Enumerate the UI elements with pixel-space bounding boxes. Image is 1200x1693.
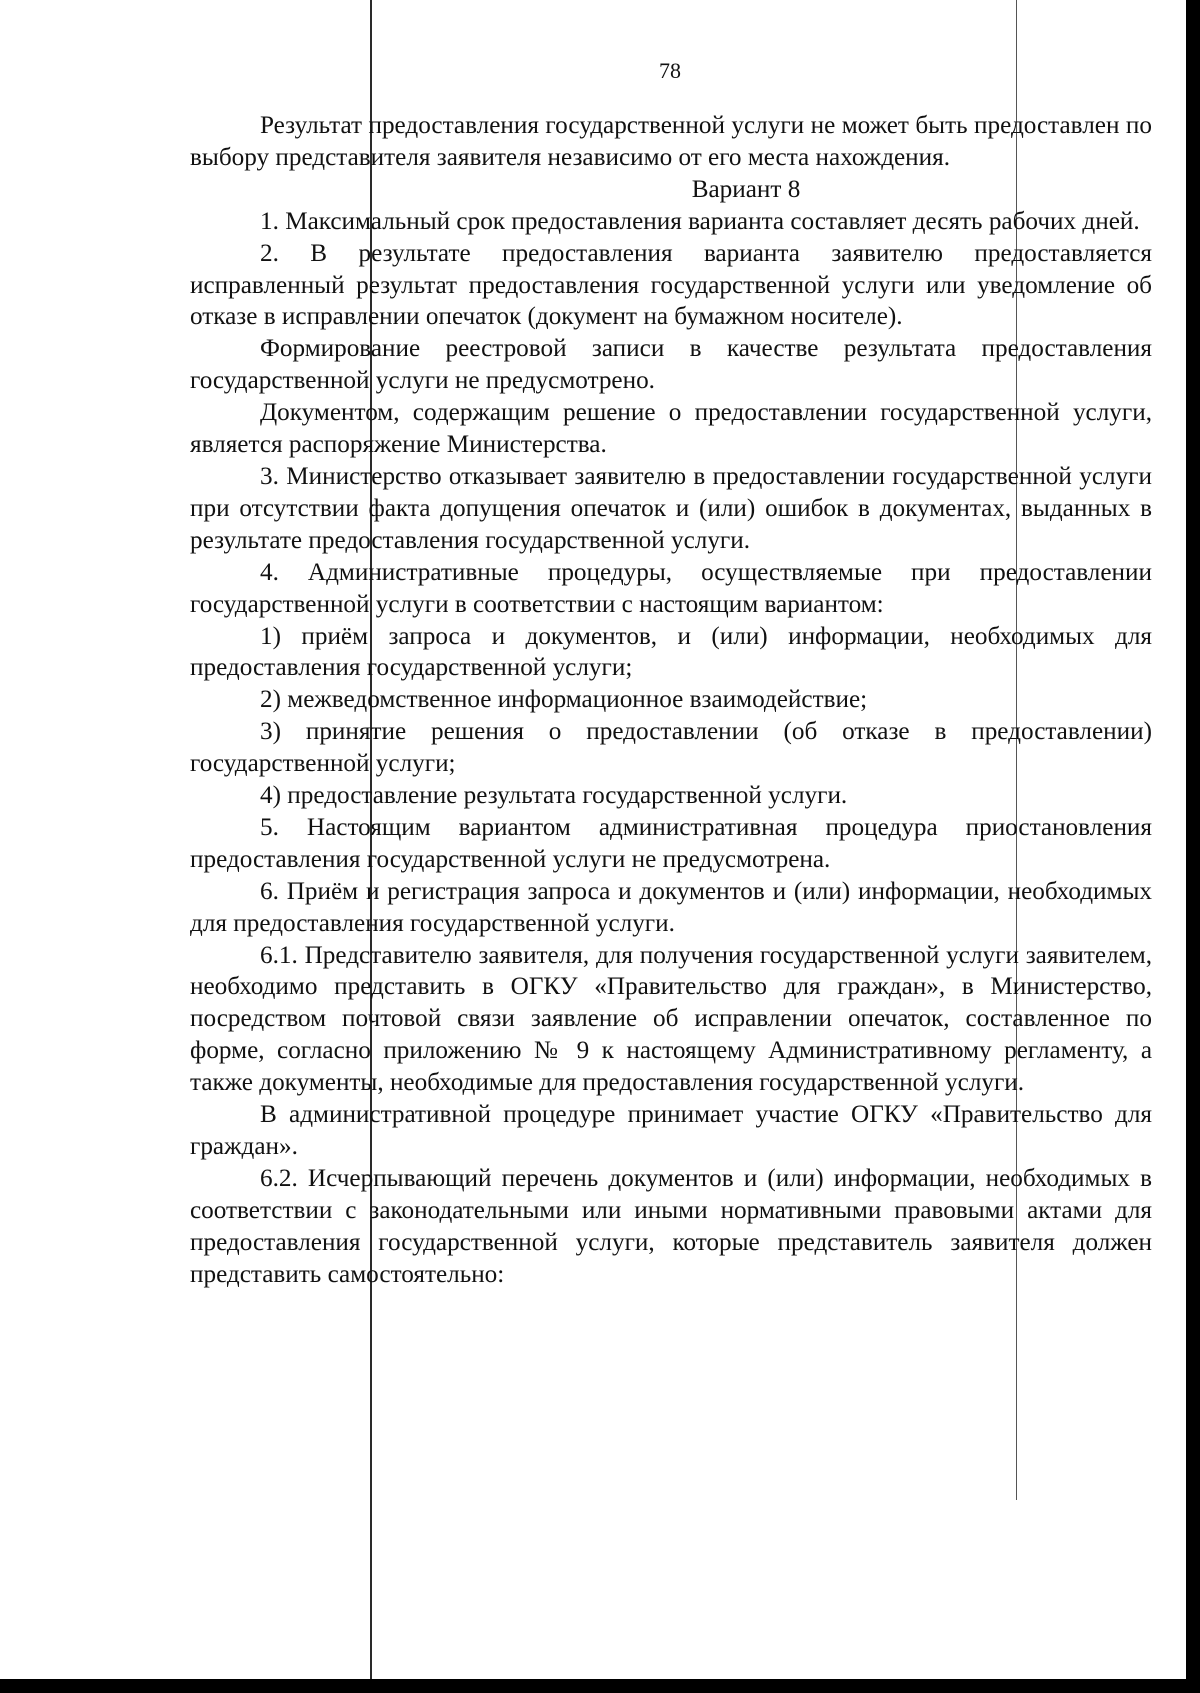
scan-border-right (1186, 0, 1200, 1693)
paragraph: 2. В результате предоставления варианта заявителю предоставляется исправленный результат предоставления государственной услуги или уведомление об отказе в исправлении опечаток (документ на бумажном носителе). (190, 239, 1152, 331)
section-heading: Вариант 8 (691, 175, 801, 203)
paragraph: В административной процедуре принимает участие ОГКУ «Правительство для граждан». (190, 1101, 1152, 1160)
paragraph: 5. Настоящим вариантом административная процедура приостановления предоставления государственной услуги не предусмотрена. (190, 813, 1152, 873)
paragraph: 3. Министерство отказывает заявителю в предоставлении государственной услуги при отсутствии факта допущения опечаток и (или) ошибок в документах, выданных в результате предоставления государственной услуги. (190, 462, 1152, 554)
list-item: 3) принятие решения о предоставлении (об отказе в предоставлении) государственной услуги; (190, 718, 1152, 778)
list-item: 4) предоставление результата государственной услуги. (260, 782, 848, 810)
document-body (190, 110, 1152, 1291)
scan-border-bottom (0, 1679, 1200, 1693)
paragraph: 4. Административные процедуры, осуществляемые при предоставлении государственной услуги в соответствии с настоящим вариантом: (190, 558, 1152, 618)
paragraph: Результат предоставления государственной услуги не может быть предоставлен по выбору представителя заявителя независимо от его места нахождения. (190, 112, 1152, 171)
paragraph: Документом, содержащим решение о предоставлении государственной услуги, является распоряжение Министерства. (190, 399, 1152, 459)
paragraph: 6.1. Представителю заявителя, для получения государственной услуги заявителем, необходимо представить в ОГКУ «Правительство для граждан», в Министерство, посредством почтовой связи заявление об исправлении опечаток, составленное по форме, согласно приложению № 9 к настоящему Административному регламенту, а также документы, необходимые для предоставления государственной услуги. (190, 941, 1152, 1097)
list-item: 2) межведомственное информационное взаимодействие; (260, 686, 868, 714)
paragraph: 6. Приём и регистрация запроса и документов и (или) информации, необходимых для предоставления государственной услуги. (190, 877, 1152, 937)
paragraph: 1. Максимальный срок предоставления варианта составляет десять рабочих дней. (260, 207, 1140, 235)
list-item: 1) приём запроса и документов, и (или) информации, необходимых для предоставления государственной услуги; (190, 622, 1152, 682)
paragraph: Формирование реестровой записи в качестве результата предоставления государственной услуги не предусмотрено. (190, 335, 1152, 395)
paragraph: 6.2. Исчерпывающий перечень документов и (или) информации, необходимых в соответствии с законодательными или иными нормативными правовыми актами для предоставления государственной услуги, которые представитель заявителя должен представить самостоятельно: (190, 1164, 1152, 1288)
page-number: 78 (659, 58, 681, 83)
